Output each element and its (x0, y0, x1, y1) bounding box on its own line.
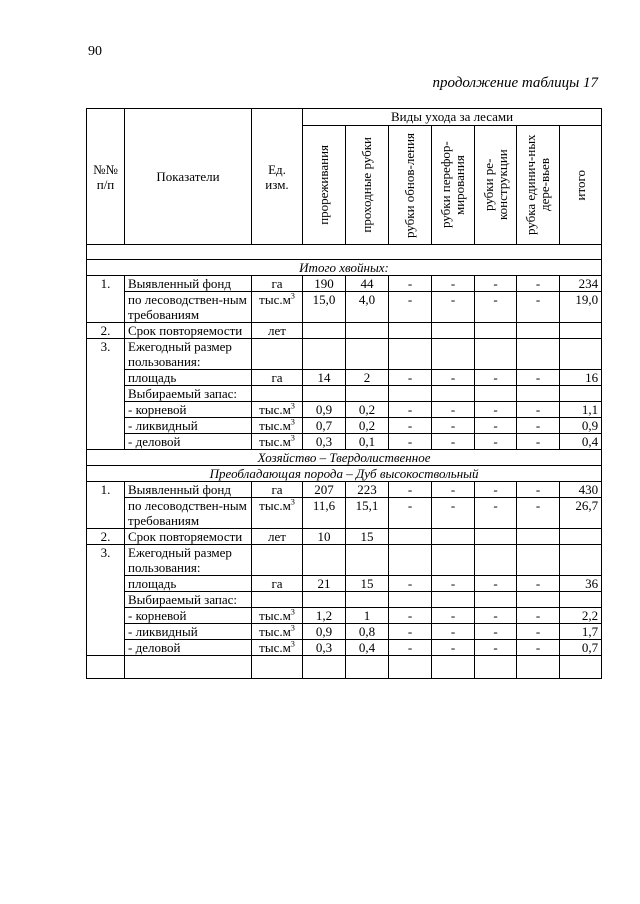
table-row (87, 276, 602, 292)
unit-text: тыс.м (259, 498, 291, 513)
value-cell: 0,9 (303, 624, 346, 640)
value-cell: - (432, 402, 475, 418)
row-unit (252, 608, 303, 624)
row-label: по лесоводствен-ным требованиям (125, 498, 252, 529)
unit-text: лет (268, 529, 286, 544)
value-cell: 0,7 (560, 640, 602, 656)
table-row (87, 529, 602, 545)
table-row (87, 402, 602, 418)
section-subtitle-row (87, 466, 602, 482)
value-cell (389, 529, 432, 545)
value-cell: 1,1 (560, 402, 602, 418)
value-cell (303, 386, 346, 402)
value-cell: 0,1 (346, 434, 389, 450)
value-cell (475, 386, 517, 402)
value-cell: - (517, 402, 560, 418)
value-cell: - (517, 608, 560, 624)
header-group: Виды ухода за лесами (303, 109, 602, 126)
row-label: Выявленный фонд (125, 276, 252, 292)
value-cell (517, 386, 560, 402)
value-cell (475, 339, 517, 370)
row-unit (252, 545, 303, 576)
value-cell: - (432, 418, 475, 434)
table-row (87, 545, 602, 576)
value-cell: 26,7 (560, 498, 602, 529)
value-cell: - (389, 276, 432, 292)
row-unit (252, 339, 303, 370)
value-cell: 223 (346, 482, 389, 498)
row-number: 3. (87, 339, 125, 450)
row-label: Срок повторяемости (125, 323, 252, 339)
value-cell: 15,0 (303, 292, 346, 323)
row-unit (252, 640, 303, 656)
value-cell: 1,7 (560, 624, 602, 640)
value-cell (389, 545, 432, 576)
value-cell (517, 529, 560, 545)
value-cell: 207 (303, 482, 346, 498)
row-label: по лесоводствен-ным требованиям (125, 292, 252, 323)
blank-cell (87, 656, 125, 679)
value-cell (389, 339, 432, 370)
value-cell: - (389, 418, 432, 434)
value-cell: 4,0 (346, 292, 389, 323)
table-row (87, 292, 602, 323)
value-cell (303, 592, 346, 608)
row-number: 2. (87, 323, 125, 339)
value-cell: 10 (303, 529, 346, 545)
value-cell (346, 386, 389, 402)
value-cell: 0,4 (346, 640, 389, 656)
row-label: - деловой (125, 640, 252, 656)
trailing-blank-row (87, 656, 602, 679)
value-cell (432, 529, 475, 545)
value-cell: - (432, 640, 475, 656)
unit-text: тыс.м (259, 640, 291, 655)
row-unit (252, 576, 303, 592)
unit-exponent: 3 (290, 417, 295, 427)
value-cell: 2 (346, 370, 389, 386)
value-cell: - (517, 498, 560, 529)
value-cell: - (475, 498, 517, 529)
unit-text: тыс.м (259, 292, 291, 307)
unit-text: га (271, 482, 283, 497)
value-cell: 2,2 (560, 608, 602, 624)
table-row (87, 482, 602, 498)
value-cell: 0,2 (346, 402, 389, 418)
table-row (87, 418, 602, 434)
unit-text: га (271, 576, 283, 591)
value-cell: 15 (346, 529, 389, 545)
blank-cell (432, 656, 475, 679)
row-label: - ликвидный (125, 418, 252, 434)
header-num: №№ п/п (87, 109, 125, 245)
value-cell: - (432, 292, 475, 323)
header-col-single-tree-cut: рубка единич-ных дере-вьев (517, 126, 560, 245)
value-cell (432, 323, 475, 339)
value-cell (389, 592, 432, 608)
unit-exponent: 3 (290, 607, 295, 617)
row-label: Ежегодный размер пользования: (125, 339, 252, 370)
value-cell: - (475, 292, 517, 323)
value-cell (560, 339, 602, 370)
value-cell (303, 545, 346, 576)
value-cell: 0,2 (346, 418, 389, 434)
table-row (87, 640, 602, 656)
value-cell: - (517, 640, 560, 656)
row-label: Срок повторяемости (125, 529, 252, 545)
value-cell: - (389, 608, 432, 624)
value-cell: - (517, 292, 560, 323)
value-cell: 14 (303, 370, 346, 386)
row-unit (252, 498, 303, 529)
value-cell (560, 545, 602, 576)
value-cell (432, 339, 475, 370)
value-cell: 234 (560, 276, 602, 292)
row-label: - ликвидный (125, 624, 252, 640)
row-unit (252, 529, 303, 545)
row-label: - деловой (125, 434, 252, 450)
value-cell: - (432, 434, 475, 450)
value-cell (432, 386, 475, 402)
row-label: площадь (125, 370, 252, 386)
value-cell (517, 592, 560, 608)
row-label: - корневой (125, 402, 252, 418)
value-cell: - (389, 624, 432, 640)
value-cell: - (475, 576, 517, 592)
value-cell (517, 545, 560, 576)
table-row (87, 624, 602, 640)
value-cell (346, 545, 389, 576)
table-continuation-caption: продолжение таблицы 17 (432, 75, 598, 91)
row-unit (252, 370, 303, 386)
value-cell: - (389, 370, 432, 386)
unit-text: тыс.м (259, 608, 291, 623)
blank-cell (252, 656, 303, 679)
value-cell: 15,1 (346, 498, 389, 529)
value-cell: 1 (346, 608, 389, 624)
row-unit (252, 418, 303, 434)
value-cell: - (389, 434, 432, 450)
row-unit (252, 386, 303, 402)
table-row (87, 608, 602, 624)
section-title: Хозяйство – Твердолиственное (87, 450, 602, 466)
table-row (87, 386, 602, 402)
header-row-1 (87, 109, 602, 126)
value-cell: 1,2 (303, 608, 346, 624)
header-indicators: Показатели (125, 109, 252, 245)
table-row (87, 576, 602, 592)
value-cell: 21 (303, 576, 346, 592)
header-col-passing-cut: проходные рубки (346, 126, 389, 245)
value-cell: 44 (346, 276, 389, 292)
section-title-row (87, 450, 602, 466)
value-cell: - (475, 276, 517, 292)
value-cell: 0,3 (303, 434, 346, 450)
value-cell: - (432, 370, 475, 386)
row-unit (252, 323, 303, 339)
row-number: 1. (87, 482, 125, 529)
value-cell: - (475, 370, 517, 386)
blank-cell (560, 656, 602, 679)
value-cell (475, 529, 517, 545)
value-cell (389, 386, 432, 402)
value-cell (432, 592, 475, 608)
unit-exponent: 3 (290, 623, 295, 633)
unit-text: га (271, 370, 283, 385)
header-col-total: итого (560, 126, 602, 245)
value-cell: - (432, 276, 475, 292)
value-cell: - (475, 434, 517, 450)
unit-text: лет (268, 323, 286, 338)
value-cell: 190 (303, 276, 346, 292)
header-col-reformation-cut: рубки перефор-мирования (432, 126, 475, 245)
value-cell: 16 (560, 370, 602, 386)
section-subtitle: Преобладающая порода – Дуб высокоствольный (87, 466, 602, 482)
table-row (87, 434, 602, 450)
value-cell: - (475, 402, 517, 418)
row-label: Выявленный фонд (125, 482, 252, 498)
value-cell: - (432, 482, 475, 498)
unit-exponent: 3 (290, 433, 295, 443)
row-number: 2. (87, 529, 125, 545)
value-cell: - (475, 640, 517, 656)
value-cell: - (517, 370, 560, 386)
value-cell (560, 529, 602, 545)
table-row (87, 498, 602, 529)
unit-text: га (271, 276, 283, 291)
header-unit: Ед. изм. (252, 109, 303, 245)
value-cell (560, 386, 602, 402)
row-number: 3. (87, 545, 125, 656)
value-cell: - (475, 418, 517, 434)
value-cell: - (517, 482, 560, 498)
value-cell: - (389, 498, 432, 529)
value-cell: - (389, 402, 432, 418)
value-cell: - (517, 276, 560, 292)
value-cell: - (517, 434, 560, 450)
value-cell: 430 (560, 482, 602, 498)
value-cell: 11,6 (303, 498, 346, 529)
unit-exponent: 3 (290, 291, 295, 301)
value-cell: - (517, 418, 560, 434)
unit-exponent: 3 (290, 639, 295, 649)
value-cell: - (389, 292, 432, 323)
row-label: Выбираемый запас: (125, 592, 252, 608)
value-cell: - (432, 624, 475, 640)
header-col-reconstruction-cut: рубки ре-конструкции (475, 126, 517, 245)
blank-cell (475, 656, 517, 679)
table-row (87, 370, 602, 386)
value-cell: 0,9 (303, 402, 346, 418)
value-cell: - (475, 624, 517, 640)
value-cell: - (517, 576, 560, 592)
forest-care-table (86, 108, 602, 679)
value-cell (517, 323, 560, 339)
value-cell (389, 323, 432, 339)
value-cell (475, 592, 517, 608)
blank-cell (346, 656, 389, 679)
value-cell (432, 545, 475, 576)
row-unit (252, 402, 303, 418)
header-col-renewal-cut: рубки обнов-ления (389, 126, 432, 245)
unit-text: тыс.м (259, 624, 291, 639)
row-label: Ежегодный размер пользования: (125, 545, 252, 576)
row-unit (252, 624, 303, 640)
spacer-row (87, 245, 602, 260)
value-cell (517, 339, 560, 370)
value-cell: 0,7 (303, 418, 346, 434)
value-cell: - (517, 624, 560, 640)
table-row (87, 323, 602, 339)
value-cell: - (389, 576, 432, 592)
row-label: площадь (125, 576, 252, 592)
value-cell (346, 323, 389, 339)
value-cell (346, 339, 389, 370)
value-cell: - (475, 482, 517, 498)
section-title-row (87, 260, 602, 276)
value-cell: 0,8 (346, 624, 389, 640)
row-number: 1. (87, 276, 125, 323)
row-unit (252, 434, 303, 450)
unit-exponent: 3 (290, 497, 295, 507)
unit-exponent: 3 (290, 401, 295, 411)
value-cell: - (432, 498, 475, 529)
header-col-thinning: прореживания (303, 126, 346, 245)
value-cell: 19,0 (560, 292, 602, 323)
unit-text: тыс.м (259, 402, 291, 417)
value-cell (475, 545, 517, 576)
value-cell: 0,3 (303, 640, 346, 656)
row-unit (252, 292, 303, 323)
unit-text: тыс.м (259, 434, 291, 449)
value-cell: 36 (560, 576, 602, 592)
value-cell (303, 323, 346, 339)
value-cell: - (389, 482, 432, 498)
value-cell: - (432, 608, 475, 624)
row-label: Выбираемый запас: (125, 386, 252, 402)
value-cell: - (475, 608, 517, 624)
value-cell (303, 339, 346, 370)
unit-text: тыс.м (259, 418, 291, 433)
table-row (87, 339, 602, 370)
value-cell (560, 592, 602, 608)
row-unit (252, 276, 303, 292)
page-number: 90 (88, 44, 102, 59)
section-title: Итого хвойных: (87, 260, 602, 276)
blank-cell (303, 656, 346, 679)
value-cell (560, 323, 602, 339)
value-cell: 0,9 (560, 418, 602, 434)
value-cell (346, 592, 389, 608)
value-cell (475, 323, 517, 339)
value-cell: - (432, 576, 475, 592)
value-cell: 15 (346, 576, 389, 592)
row-unit (252, 592, 303, 608)
table-row (87, 592, 602, 608)
row-unit (252, 482, 303, 498)
blank-cell (517, 656, 560, 679)
value-cell: - (389, 640, 432, 656)
row-label: - корневой (125, 608, 252, 624)
value-cell: 0,4 (560, 434, 602, 450)
blank-cell (389, 656, 432, 679)
blank-cell (125, 656, 252, 679)
